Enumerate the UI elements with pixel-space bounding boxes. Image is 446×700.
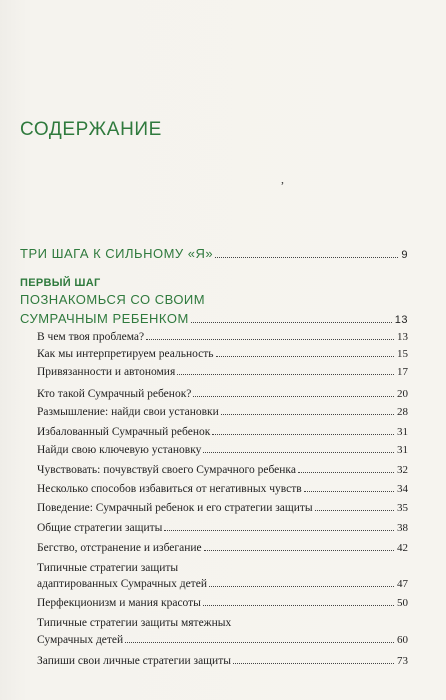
dot-leader	[203, 451, 394, 453]
toc-entry[interactable]	[37, 597, 408, 609]
dot-leader	[203, 604, 394, 606]
toc-entry-page: 31	[397, 444, 408, 456]
dot-leader	[146, 338, 394, 340]
toc-entry-label: ТРИ ШАГА К СИЛЬНОМУ «Я»	[20, 246, 214, 261]
toc-entry-label: Кто такой Сумрачный ребенок?	[37, 388, 192, 400]
toc-entry[interactable]	[37, 388, 408, 400]
toc-entry-page: 31	[397, 426, 408, 438]
toc-entry-page: 35	[397, 502, 408, 514]
toc-entry-page: 9	[401, 249, 408, 261]
toc-entry[interactable]	[37, 483, 408, 495]
dot-leader	[125, 641, 394, 643]
toc-entry-page: 15	[397, 348, 408, 360]
dot-leader	[212, 433, 394, 435]
toc-entry-label: Общие стратегии защиты	[37, 522, 163, 534]
toc-entry-page: 28	[397, 406, 408, 418]
toc-entry-page: 32	[397, 464, 408, 476]
toc-entry[interactable]	[37, 578, 408, 590]
toc-entry-line1: Типичные стратегии защиты	[37, 562, 179, 574]
dot-leader	[298, 471, 394, 473]
dot-leader	[164, 529, 394, 531]
toc-entry[interactable]	[37, 522, 408, 534]
toc-entry[interactable]	[37, 331, 408, 343]
toc-entry-page: 13	[394, 314, 408, 326]
toc-entry-page: 60	[397, 634, 408, 646]
dot-leader	[177, 373, 394, 375]
toc-entry-page: 73	[397, 655, 408, 667]
dot-leader	[216, 355, 394, 357]
toc-entry-page: 20	[397, 388, 408, 400]
step-label: ПЕРВЫЙ ШАГ	[20, 277, 101, 289]
toc-entry[interactable]	[37, 406, 408, 418]
toc-entry-step1[interactable]	[20, 311, 408, 326]
dot-leader	[209, 585, 394, 587]
toc-entry-page: 34	[397, 483, 408, 495]
toc-entry[interactable]	[37, 464, 408, 476]
toc-entry-page: 47	[397, 578, 408, 590]
toc-entry-page: 42	[397, 542, 408, 554]
toc-entry-label: Перфекционизм и мания красоты	[37, 597, 201, 609]
toc-entry-label: Бегство, отстранение и избегание	[37, 542, 202, 554]
toc-entry[interactable]	[37, 366, 408, 378]
dot-leader	[304, 490, 394, 492]
dot-leader	[233, 662, 394, 664]
toc-entry-label: Избалованный Сумрачный ребенок	[37, 426, 211, 438]
toc-entry-intro[interactable]	[20, 246, 408, 261]
toc-entry[interactable]	[37, 444, 408, 456]
toc-entry[interactable]	[37, 348, 408, 360]
dot-leader	[204, 549, 394, 551]
toc-entry-label: Привязанности и автономия	[37, 366, 176, 378]
toc-entry-label: Чувствовать: почувствуй своего Сумрачного ребенка	[37, 464, 296, 476]
toc-entry-label: В чем твоя проблема?	[37, 331, 145, 343]
toc-entry-label: Размышление: найди свои установки	[37, 406, 219, 418]
dot-leader	[193, 395, 394, 397]
toc-entry[interactable]	[37, 542, 408, 554]
toc-entry-label: Как мы интерпретируем реальность	[37, 348, 214, 360]
toc-entry-label: Сумрачных детей	[37, 634, 124, 646]
toc-entry-label: Несколько способов избавиться от негативных чувств	[37, 483, 302, 495]
contents-title: СОДЕРЖАНИЕ	[20, 119, 162, 140]
step-title-line1: ПОЗНАКОМЬСЯ СО СВОИМ	[20, 292, 206, 307]
toc-entry-page: 17	[397, 366, 408, 378]
toc-entry[interactable]	[37, 634, 408, 646]
dot-leader	[215, 256, 398, 258]
dot-leader	[315, 509, 394, 511]
stray-mark: ,	[281, 172, 284, 186]
toc-entry-label: Поведение: Сумрачный ребенок и его стратегии защиты	[37, 502, 313, 514]
toc-entry-label: Найди свою ключевую установку	[37, 444, 202, 456]
dot-leader	[221, 413, 394, 415]
dot-leader	[191, 321, 392, 323]
step-title-line2: СУМРАЧНЫМ РЕБЕНКОМ	[20, 311, 189, 326]
toc-entry-label: Запиши свои личные стратегии защиты	[37, 655, 231, 667]
toc-entry[interactable]	[37, 655, 408, 667]
toc-entry-page: 38	[397, 522, 408, 534]
toc-entry-label: адаптированных Сумрачных детей	[37, 578, 207, 590]
toc-entry-page: 13	[397, 331, 408, 343]
toc-entry[interactable]	[37, 502, 408, 514]
toc-entry-line1: Типичные стратегии защиты мятежных	[37, 617, 232, 629]
toc-entry-page: 50	[397, 597, 408, 609]
toc-entry[interactable]	[37, 426, 408, 438]
